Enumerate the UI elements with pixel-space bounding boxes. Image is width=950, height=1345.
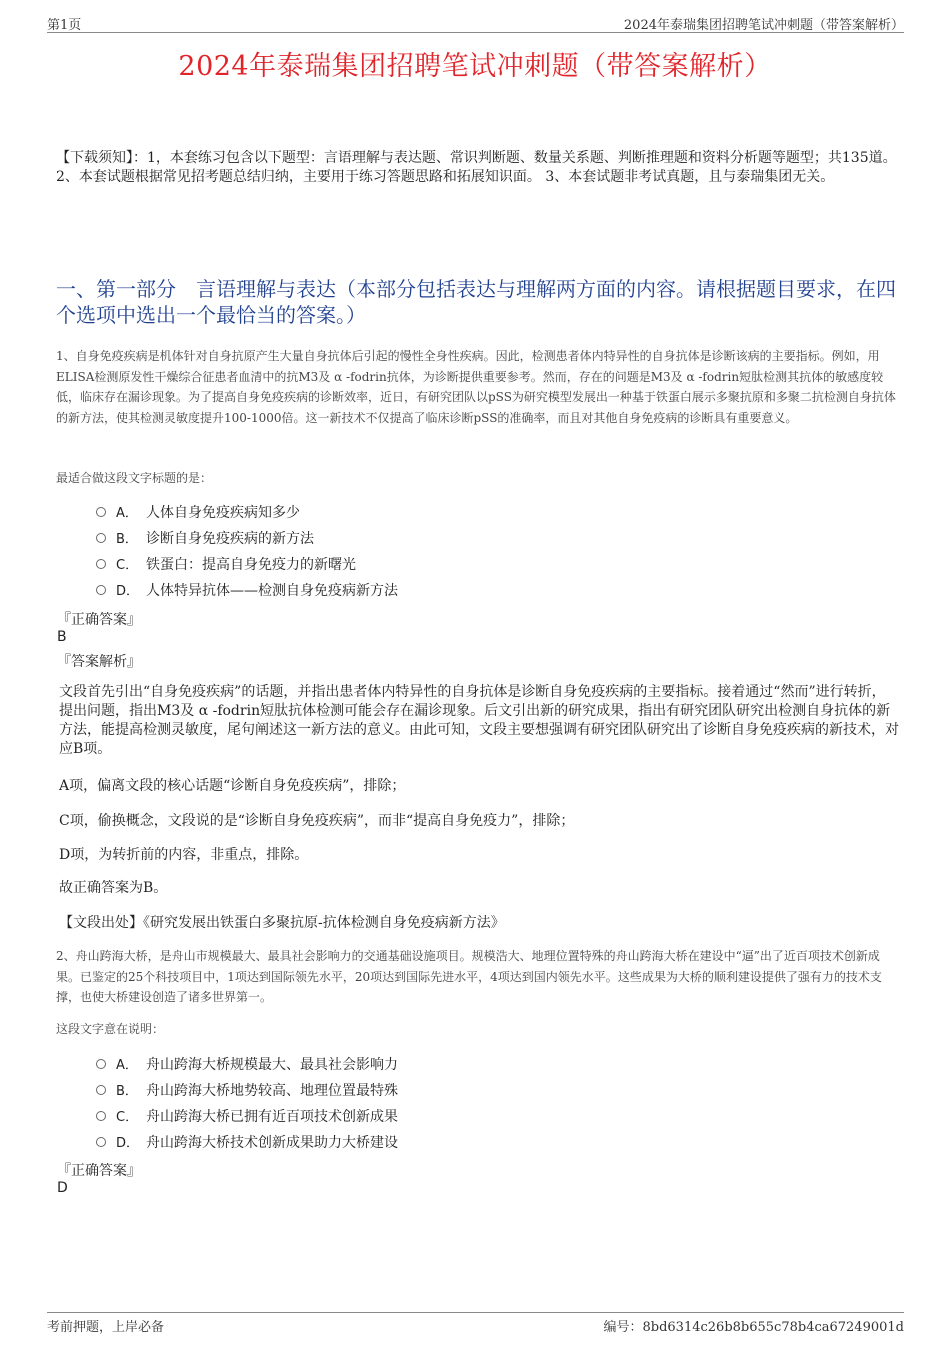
question-2-option-c[interactable]: [96, 1104, 398, 1130]
option-text: 舟山跨海大桥技术创新成果助力大桥建设: [146, 1135, 398, 1151]
question-1-analysis-paragraph: 文段首先引出“自身免疫疾病”的话题，并指出患者体内特异性的自身抗体是诊断自身免疫疾病的主要指标。接着通过“然而”进行转折，提出问题，指出M3及 α -fodrin短肽抗体检测可能会存在漏诊现象。后文引出新的研究成果，指出有研究团队研究出检测自身抗体的新方法，能提高检测灵敏度，尾句阐述这一新方法的意义。由此可知，文段主要想强调有研究团队研究出了诊断自身免疫疾病的新技术，对应B项。: [59, 684, 899, 757]
question-1-answer-label: 『正确答案』: [57, 612, 141, 628]
question-2-options: [96, 1052, 398, 1156]
question-1-prompt: 最适合做这段文字标题的是：: [56, 471, 213, 485]
question-2-option-d[interactable]: [96, 1130, 398, 1156]
option-letter: A．: [116, 1058, 138, 1073]
question-1-analysis-line: D项，为转折前的内容，非重点，排除。: [59, 847, 309, 863]
radio-icon[interactable]: [96, 559, 106, 569]
question-1-source: 【文段出处】《研究发展出铁蛋白多聚抗原-抗体检测自身免疫病新方法》: [59, 915, 505, 931]
option-letter: B．: [116, 532, 138, 547]
radio-icon[interactable]: [96, 507, 106, 517]
question-1-answer: B: [57, 629, 67, 645]
option-letter: A．: [116, 506, 138, 521]
page-number: 第1页: [47, 18, 82, 33]
option-text: 人体自身免疫疾病知多少: [146, 505, 300, 521]
footer-doc-id: 编号：8bd6314c26b8b655c78b4ca67249001d: [603, 1320, 904, 1335]
radio-icon[interactable]: [96, 1137, 106, 1147]
download-notice: 【下载须知】：1，本套练习包含以下题型：言语理解与表达题、常识判断题、数量关系题、判断推理题和资料分析题等题型；共135道。 2、本套试题根据常见招考题总结归纳，主要用于练习答题思路和拓展知识面。 3、本套试题非考试真题，且与泰瑞集团无关。: [56, 150, 897, 185]
question-1-analysis-line: C项，偷换概念，文段说的是“诊断自身免疫疾病”，而非“提高自身免疫力”，排除；: [59, 813, 575, 829]
section-title: 一、第一部分 言语理解与表达（本部分包括表达与理解两方面的内容。请根据题目要求，在四个选项中选出一个最恰当的答案。）: [56, 277, 896, 327]
radio-icon[interactable]: [96, 1085, 106, 1095]
option-text: 人体特异抗体——检测自身免疫病新方法: [146, 583, 398, 599]
header-doc-title: 2024年泰瑞集团招聘笔试冲刺题（带答案解析）: [623, 18, 904, 33]
question-1-text: 1、自身免疫疾病是机体针对自身抗原产生大量自身抗体后引起的慢性全身性疾病。因此，检测患者体内特异性的自身抗体是诊断该病的主要指标。例如，用ELISA检测原发性干燥综合征患者血清中的抗M3及 α -fodrin抗体，为诊断提供重要参考。然而，存在的问题是M3及 α -fodrin短肽检测其抗体的敏感度较低，临床存在漏诊现象。为了提高自身免疫疾病的诊断效率，近日，有研究团队以pSS为研究模型发展出一种基于铁蛋白展示多聚抗原和多聚二抗检测自身抗体的新方法，使其检测灵敏度提升100-1000倍。这一新技术不仅提高了临床诊断pSS的准确率，而且对其他自身免疫病的诊断具有重要意义。: [56, 349, 896, 425]
radio-icon[interactable]: [96, 1059, 106, 1069]
question-2-prompt: 这段文字意在说明：: [56, 1022, 165, 1036]
question-1-analysis-line: A项，偏离文段的核心话题“诊断自身免疫疾病”，排除；: [59, 778, 406, 794]
question-1-options: [96, 500, 398, 604]
option-letter: D．: [116, 584, 140, 599]
question-2-answer-label: 『正确答案』: [57, 1163, 141, 1179]
option-text: 诊断自身免疫疾病的新方法: [146, 531, 314, 547]
question-2-option-b[interactable]: [96, 1078, 398, 1104]
question-1-analysis-line: 故正确答案为B。: [59, 880, 168, 896]
page-footer: [47, 1312, 904, 1333]
radio-icon[interactable]: [96, 585, 106, 595]
option-letter: C．: [116, 1110, 139, 1125]
footer-slogan: 考前押题，上岸必备: [47, 1320, 165, 1335]
question-1-option-b[interactable]: [96, 526, 398, 552]
option-text: 舟山跨海大桥规模最大、最具社会影响力: [146, 1057, 398, 1073]
option-letter: D．: [116, 1136, 140, 1151]
question-1-option-d[interactable]: [96, 578, 398, 604]
question-2-answer: D: [57, 1180, 68, 1196]
radio-icon[interactable]: [96, 1111, 106, 1121]
option-letter: B．: [116, 1084, 138, 1099]
option-letter: C．: [116, 558, 139, 573]
option-text: 铁蛋白：提高自身免疫力的新曙光: [146, 557, 356, 573]
question-1-option-a[interactable]: [96, 500, 398, 526]
radio-icon[interactable]: [96, 533, 106, 543]
page-header: [47, 14, 904, 33]
question-2-text: 2、舟山跨海大桥，是舟山市规模最大、最具社会影响力的交通基础设施项目。规模浩大、地理位置特殊的舟山跨海大桥在建设中“逼”出了近百项技术创新成果。已鉴定的25个科技项目中，1项达到国际领先水平，20项达到国际先进水平，4项达到国内领先水平。这些成果为大桥的顺利建设提供了强有力的技术支撑，也使大桥建设创造了诸多世界第一。: [56, 949, 882, 1004]
document-title: 2024年泰瑞集团招聘笔试冲刺题（带答案解析）: [178, 51, 772, 82]
option-text: 舟山跨海大桥地势较高、地理位置最特殊: [146, 1083, 398, 1099]
question-2-option-a[interactable]: [96, 1052, 398, 1078]
question-1-option-c[interactable]: [96, 552, 398, 578]
question-1-analysis-label: 『答案解析』: [57, 654, 141, 670]
option-text: 舟山跨海大桥已拥有近百项技术创新成果: [146, 1109, 398, 1125]
